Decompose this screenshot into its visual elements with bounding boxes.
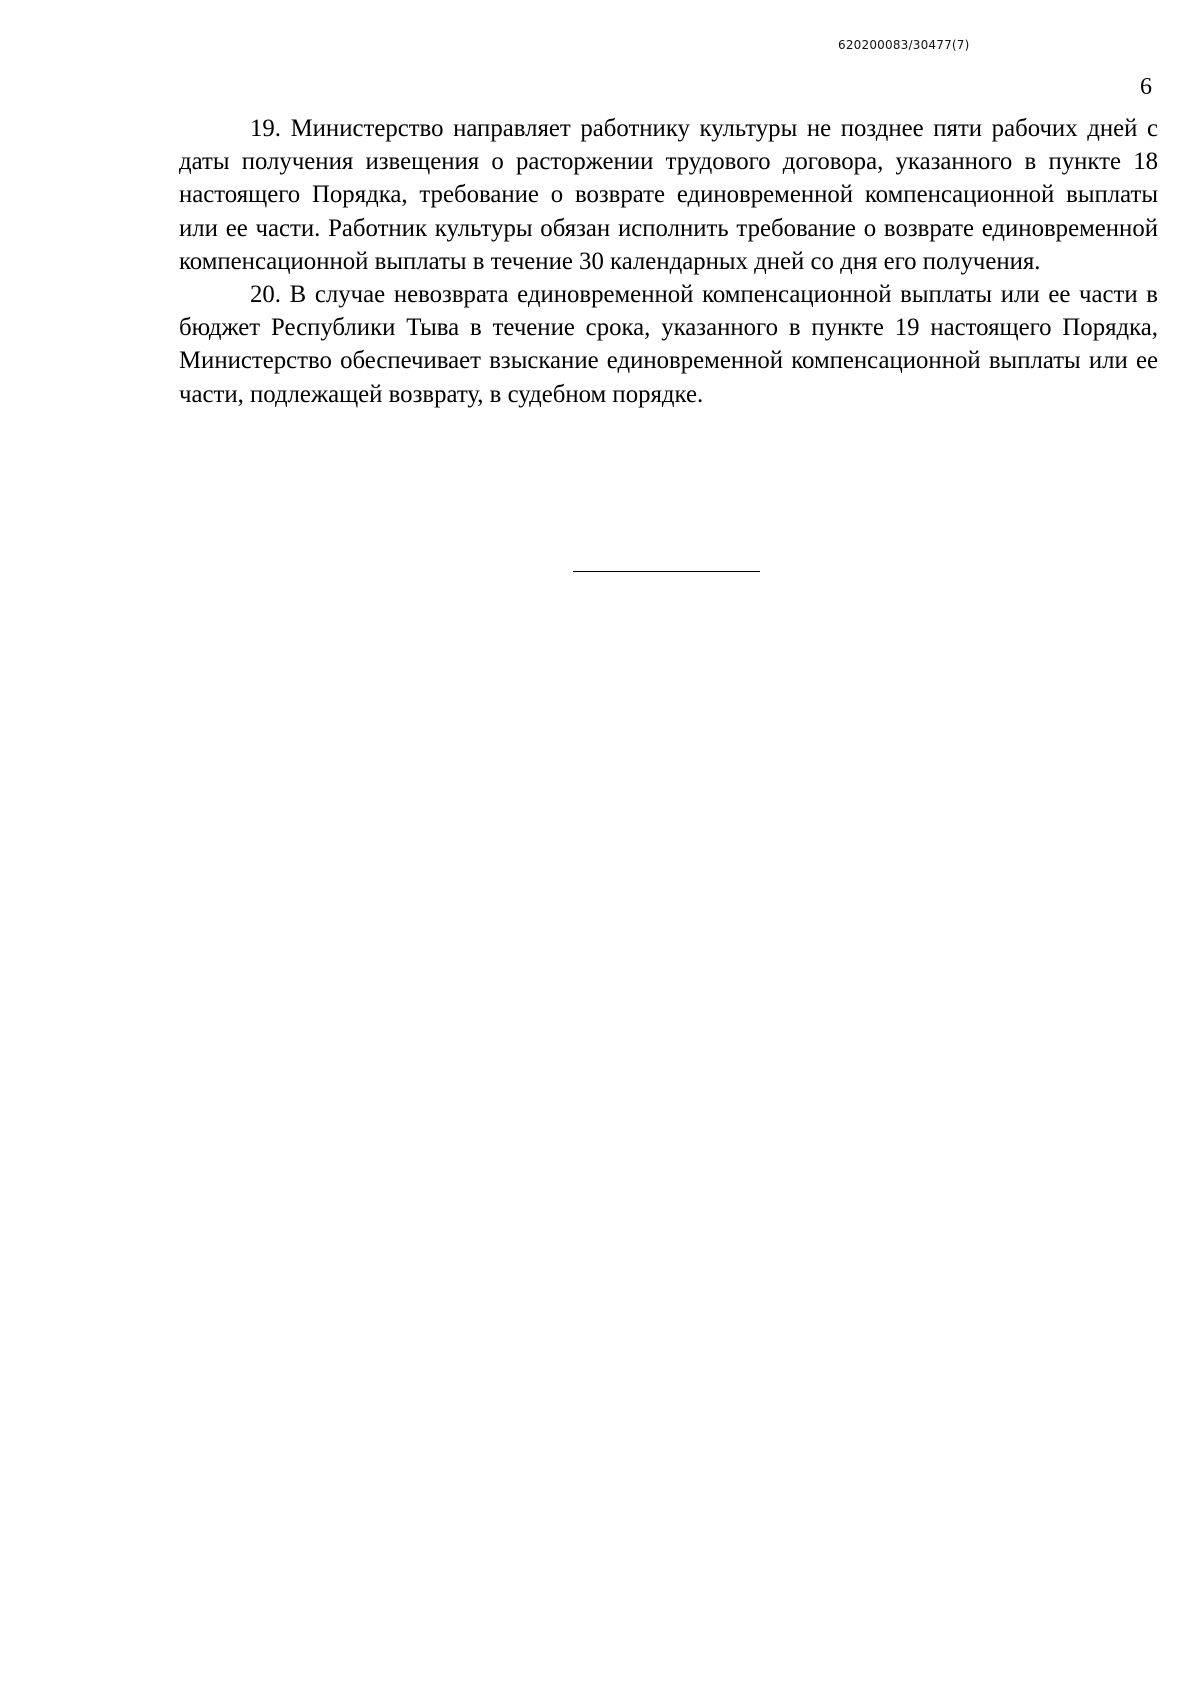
paragraph-19: 19. Министерство направляет работнику культуры не позднее пяти рабочих дней с даты получения извещения о расторжении трудового договора, указанного в пункте 18 настоящего Порядка, требование о возврате единовременной компенсационной выплаты или ее части. Работник культуры обязан исполнить требование о возврате единовременной компенсационной выплаты в течение 30 календарных дней со дня его получения. — [179, 115, 1158, 275]
page-number: 6 — [1140, 74, 1152, 100]
document-body — [179, 112, 1158, 411]
paragraph-20: 20. В случае невозврата единовременной компенсационной выплаты или ее части в бюджет Республики Тыва в течение срока, указанного в пункте 19 настоящего Порядка, Министерство обеспечивает взыскание единовременной компенсационной выплаты или ее части, подлежащей возврату, в судебном порядке. — [179, 281, 1158, 408]
end-of-document-rule — [573, 571, 760, 572]
document-code: 620200083/30477(7) — [838, 38, 970, 52]
